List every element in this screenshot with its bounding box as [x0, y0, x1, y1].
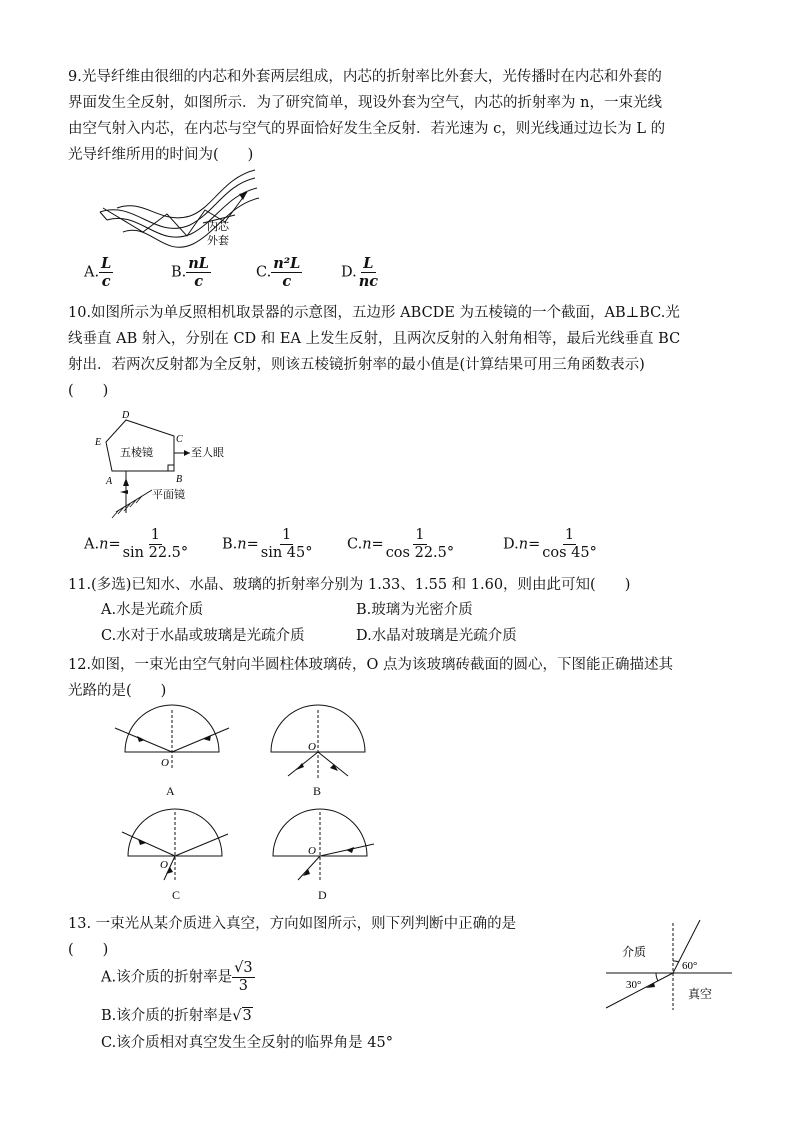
q13-line-2: ( ) — [68, 942, 109, 958]
q10-option-a-num: 1 — [150, 527, 160, 543]
q13-medium-label: 介质 — [622, 945, 647, 959]
q11-option-b[interactable]: B.玻璃为光密介质 — [356, 602, 473, 618]
q10-option-c[interactable] — [347, 527, 456, 562]
q12-diagram-d[interactable] — [266, 812, 381, 882]
q9-option-b[interactable] — [171, 255, 211, 290]
q9-line-2: 界面发生全反射，如图所示．为了研究简单，现设外套为空气，内芯的折射率为 n，一束光线 — [68, 95, 662, 111]
q9-option-d-num: L — [363, 255, 374, 272]
q12-diagram-c[interactable] — [118, 812, 233, 882]
q10-line-4: ( ) — [68, 383, 109, 399]
q12-caption-c: C — [172, 888, 181, 902]
q10-option-c-letter: C. — [347, 536, 363, 553]
q13-option-a[interactable] — [101, 960, 255, 995]
q11-option-c[interactable]: C.水对于水晶或玻璃是光疏介质 — [101, 628, 305, 644]
q10-line-2: 线垂直 AB 射入，分别在 CD 和 EA 上发生反射，且两次反射的入射角相等，最后光线垂直 BC — [68, 331, 681, 347]
q10-line-3: 射出．若两次反射都为全反射，则该五棱镜折射率的最小值是(计算结果可用三角函数表示) — [68, 357, 645, 373]
q13-angle-60: 60° — [682, 960, 698, 972]
q9-option-d-den: nc — [358, 273, 379, 290]
q10-option-c-eq: = — [371, 536, 384, 553]
q10-option-c-den: cos 22.5° — [385, 545, 455, 561]
q10-pentaprism-figure — [90, 408, 240, 518]
q12-caption-a: A — [166, 784, 175, 798]
q10-vertex-b: B — [176, 474, 183, 485]
q12-c-center: O — [160, 859, 168, 871]
q12-b-center: O — [308, 741, 316, 753]
q10-mirror-label: 平面镜 — [152, 489, 185, 501]
q10-option-b-eq: = — [246, 536, 259, 553]
q10-vertex-d: D — [122, 410, 130, 421]
q13-angle-30: 30° — [626, 979, 642, 991]
q13-vacuum-label: 真空 — [688, 987, 713, 1001]
q11-option-a[interactable]: A.水是光疏介质 — [101, 602, 204, 618]
q10-line-1: 10.如图所示为单反照相机取景器的示意图，五边形 ABCDE 为五棱镜的一个截面，AB⊥BC.光 — [68, 305, 680, 321]
q12-d-center: O — [308, 845, 316, 857]
q12-diagram-a[interactable] — [115, 710, 230, 780]
q10-option-c-var: n — [362, 536, 372, 553]
q10-option-b-var: n — [237, 536, 247, 553]
q10-option-a-eq: = — [108, 536, 121, 553]
q13-option-b-prefix: B.该介质的折射率是 — [101, 1008, 233, 1024]
q9-core-label: 内芯 — [207, 221, 229, 233]
q9-option-c-letter: C. — [256, 264, 272, 281]
q10-vertex-c: C — [176, 434, 183, 445]
q9-fiber-figure — [95, 170, 265, 250]
q10-option-a-den: sin 22.5° — [122, 545, 189, 561]
q13-option-a-den: 3 — [238, 978, 248, 994]
q9-line-3: 由空气射入内芯，在内芯与空气的界面恰好发生全反射．若光速为 c，则光线通过边长为 L 的 — [68, 121, 666, 137]
q9-option-d[interactable] — [341, 255, 380, 290]
q10-stem — [68, 300, 680, 404]
q10-option-d-eq: = — [528, 536, 541, 553]
q10-option-d-den: cos 45° — [542, 545, 597, 561]
q9-option-b-num: nL — [188, 255, 210, 272]
q10-option-d[interactable] — [503, 527, 599, 562]
q10-option-a-var: n — [99, 536, 109, 553]
q10-option-b-letter: B. — [222, 536, 238, 553]
q13-option-b[interactable]: B.该介质的折射率是√3 — [101, 1008, 252, 1024]
q9-option-c[interactable] — [256, 255, 302, 290]
q10-vertex-a: A — [106, 476, 113, 487]
q9-stem — [68, 64, 665, 168]
q13-line-1: 13. 一束光从某介质进入真空，方向如图所示，则下列判断中正确的是 — [68, 916, 517, 932]
q10-option-d-letter: D. — [503, 536, 519, 553]
q10-option-b-num: 1 — [282, 527, 292, 543]
q13-option-a-num: √3 — [234, 960, 253, 976]
q10-eye-label: 至人眼 — [191, 447, 224, 459]
q10-option-a[interactable] — [84, 527, 190, 562]
q13-option-c[interactable]: C.该介质相对真空发生全反射的临界角是 45° — [101, 1035, 393, 1051]
q10-option-d-var: n — [518, 536, 529, 553]
q11-option-d[interactable]: D.水晶对玻璃是光疏介质 — [356, 628, 517, 644]
q10-pentagon — [106, 420, 174, 471]
q13-option-a-prefix: A.该介质的折射率是 — [101, 969, 233, 986]
q10-option-b-den: sin 45° — [260, 545, 313, 561]
q9-option-b-letter: B. — [171, 264, 187, 281]
q9-cladding-label: 外套 — [207, 235, 229, 247]
q9-option-b-den: c — [194, 273, 204, 290]
q11-stem: 11.(多选)已知水、水晶、玻璃的折射率分别为 1.33、1.55 和 1.60，则由此可知( ) — [68, 577, 631, 593]
q10-option-d-num: 1 — [564, 527, 575, 543]
q12-caption-b: B — [313, 784, 322, 798]
q12-line-2: 光路的是( ) — [68, 683, 167, 699]
q9-option-a-num: L — [101, 255, 112, 272]
q10-vertex-e: E — [95, 437, 102, 448]
q12-a-center: O — [161, 757, 169, 769]
q13-stem — [68, 911, 516, 963]
q9-option-a[interactable] — [84, 255, 113, 290]
q10-option-b[interactable] — [222, 527, 315, 562]
q9-option-a-letter: A. — [84, 264, 100, 281]
q10-prism-label: 五棱镜 — [120, 447, 153, 459]
q10-option-c-num: 1 — [415, 527, 425, 543]
q9-line-4: 光导纤维所用的时间为( ) — [68, 147, 254, 163]
q9-option-c-num: n²L — [273, 255, 301, 272]
q12-stem — [68, 652, 673, 704]
q9-option-d-letter: D. — [341, 264, 357, 281]
q12-diagram-b[interactable] — [264, 710, 374, 780]
q12-caption-d: D — [318, 888, 327, 902]
q9-option-c-den: c — [282, 273, 292, 290]
q13-interface-figure — [604, 918, 734, 1013]
q10-option-a-letter: A. — [84, 536, 100, 553]
q9-option-a-den: c — [101, 273, 111, 290]
q13-option-b-radicand: 3 — [242, 1008, 252, 1024]
q12-line-1: 12.如图，一束光由空气射向半圆柱体玻璃砖，O 点为该玻璃砖截面的圆心，下图能正确描述其 — [68, 657, 674, 673]
q9-line-1: 9.光导纤维由很细的内芯和外套两层组成，内芯的折射率比外套大，光传播时在内芯和外套的 — [68, 69, 662, 85]
